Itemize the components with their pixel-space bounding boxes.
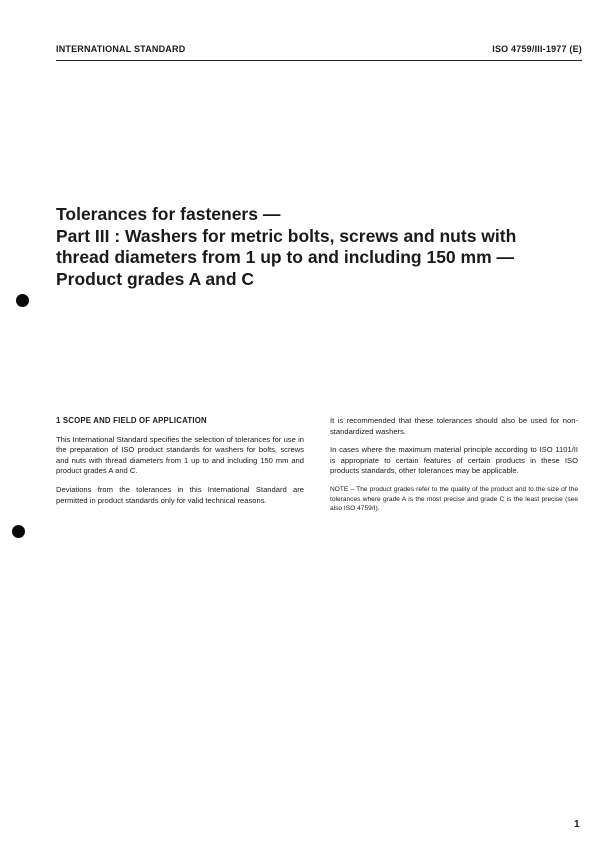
scope-paragraph: This International Standard specifies the selection of tolerances for use in the preparation of ISO product standards for washers for bolts, screws and nuts with thread diameters from 1 up to and including 150 mm and product grades A and C. (56, 434, 304, 476)
page-number: 1 (574, 819, 580, 830)
title-line: Tolerances for fasteners — (56, 204, 281, 224)
right-column (330, 416, 578, 514)
title-line: thread diameters from 1 up to and including 150 mm — (56, 247, 514, 267)
scope-paragraph: Deviations from the tolerances in this International Standard are permitted in product standards only for valid technical reasons. (56, 484, 304, 505)
section-heading-scope: 1 SCOPE AND FIELD OF APPLICATION (56, 416, 207, 425)
header-document-number: ISO 4759/III-1977 (E) (492, 44, 582, 54)
product-grades-note: NOTE – The product grades refer to the quality of the product and to the size of the tolerances where grade A is the most precise and grade C is the least precise (see also ISO 4759/I). (330, 485, 578, 513)
running-header (56, 40, 582, 61)
title-line: Product grades A and C (56, 268, 255, 289)
title-line: Part III : Washers for metric bolts, screws and nuts with (56, 225, 517, 246)
left-column (56, 416, 304, 514)
recommendation-paragraph: It is recommended that these tolerances should also be used for non-standardized washers. (330, 416, 578, 436)
punch-hole-mark (12, 525, 25, 538)
punch-hole-mark (16, 294, 29, 307)
document-title (56, 204, 576, 290)
material-principle-paragraph: In cases where the maximum material principle according to ISO 1101/II is appropriate to certain features of certain products in these ISO products standards, other tolerances may be applicable. (330, 445, 578, 476)
header-standard-type: INTERNATIONAL STANDARD (56, 44, 186, 54)
